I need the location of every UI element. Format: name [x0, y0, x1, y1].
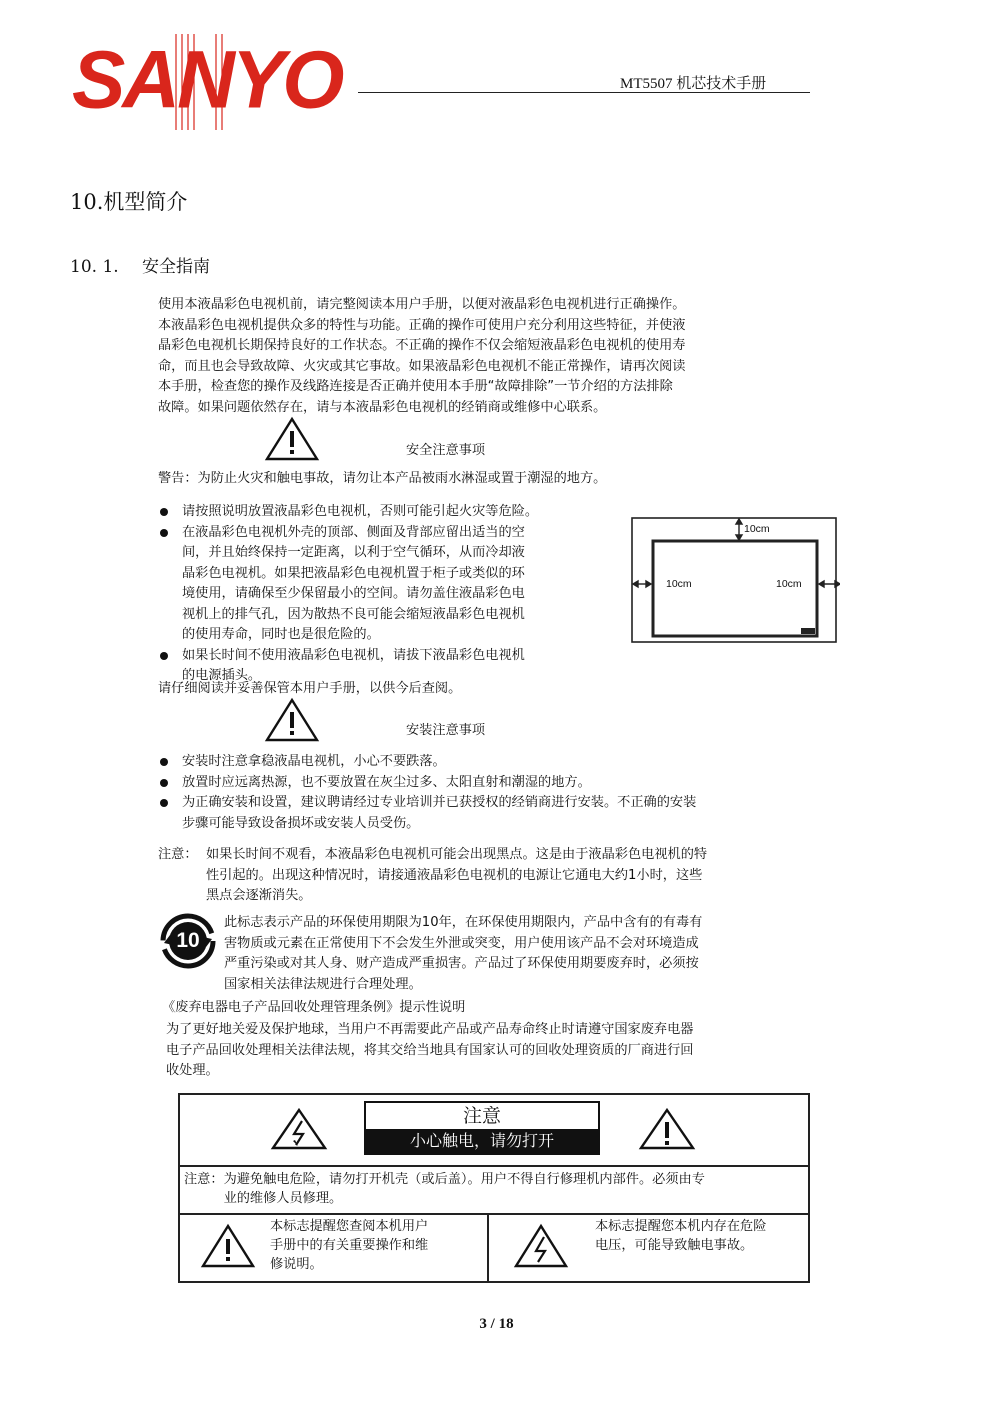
safety-warning: 警告：为防止火灾和触电事故，请勿让本产品被雨水淋湿或置于潮湿的地方。: [158, 471, 607, 486]
list-item: 在液晶彩色电视机外壳的顶部、侧面及背部应留出适当的空 间，并且始终保持一定距离，以利于空气循环，从而冷却液 晶彩色电视机。如果把液晶彩色电视机置于柜子或类似的环 境使用，请确保至少保留最小的空间。请勿盖住液晶彩色电 视机上的排气孔，因为散热不良可能会缩短液晶彩色电视机 的使用寿命，同时也是很危险的。: [158, 523, 618, 646]
intro-line: 故障。如果问题依然存在，请与本液晶彩色电视机的经销商或维修中心联系。: [158, 399, 607, 415]
safety-bullet-list: [158, 502, 618, 687]
voltage-symbol-text: 本标志提醒您本机内存在危险 电压，可能导致触电事故。: [595, 1219, 767, 1253]
note-label: 注意：: [158, 847, 198, 862]
sanyo-logo: SANYO: [72, 34, 342, 125]
caution-note-cell: 注意： 为避免触电危险，请勿打开机壳（或后盖）。用户不得自行修理机内部件。必须由专 业的维修人员修理。: [179, 1166, 809, 1214]
caution-label-box: [178, 1093, 810, 1283]
right-clearance-label: 10cm: [776, 578, 802, 590]
section-title: 机型简介: [103, 190, 188, 214]
intro-line: 使用本液晶彩色电视机前，请完整阅读本用户手册，以便对液晶彩色电视机进行正确操作。: [158, 297, 686, 312]
install-heading: 安装注意事项: [406, 723, 486, 738]
keep-manual-note: 请仔细阅读并妥善保管本用户手册，以供今后查阅。: [158, 681, 462, 696]
list-item: 为正确安装和设置，建议聘请经过专业培训并已获授权的经销商进行安装。不正确的安装 步骤可能导致设备损坏或安装人员受伤。: [158, 793, 830, 834]
subsection-number: 10. 1.: [70, 257, 119, 277]
section-number: 10.: [70, 190, 104, 214]
manual-symbol-text: 本标志提醒您查阅本机用户 手册中的有关重要操作和维 修说明。: [270, 1219, 429, 1272]
list-item: 放置时应远离热源，也不要放置在灰尘过多、太阳直射和潮湿的地方。: [158, 773, 830, 794]
list-item: 请按照说明放置液晶彩色电视机，否则可能引起火灾等危险。: [158, 502, 618, 523]
caution-note-label: 注意：: [184, 1172, 224, 1187]
list-item: 安装时注意拿稳液晶电视机，小心不要跌落。: [158, 752, 830, 773]
clearance-diagram: [628, 516, 840, 646]
warning-triangle-icon: [264, 416, 320, 466]
subsection-title: 安全指南: [142, 257, 210, 277]
caution-subtitle: 小心触电，请勿打开: [366, 1129, 598, 1153]
subsection-heading: [70, 252, 210, 277]
black-spot-note: 注意： 如果长时间不观看，本液晶彩色电视机可能会出现黑点。这是由于液晶彩色电视机的特 性引起的。出现这种情况时，请接通液晶彩色电视机的电源让它通电大约1小时，这些 黑点会逐渐消失。: [158, 847, 708, 903]
caution-banner: [179, 1094, 809, 1166]
caution-title: 注意: [462, 1105, 501, 1127]
shock-triangle-icon: [513, 1223, 569, 1275]
warning-triangle-icon: [200, 1223, 256, 1275]
header-rule: [358, 92, 810, 93]
left-clearance-label: 10cm: [666, 578, 692, 590]
intro-line: 本液晶彩色电视机提供众多的特性与功能。正确的操作可使用户充分利用这些特征，并使液: [158, 317, 686, 333]
voltage-symbol-cell: [488, 1214, 809, 1282]
intro-line: 晶彩色电视机长期保持良好的工作状态。不正确的操作不仅会缩短液晶彩色电视机的使用寿: [158, 338, 686, 353]
shock-triangle-icon: [270, 1107, 328, 1157]
logo-stripes: [168, 34, 230, 130]
caution-title-box: [364, 1101, 600, 1155]
eco-badge-number: 10: [176, 929, 200, 952]
document-title: MT5507 机芯技术手册: [620, 76, 767, 92]
top-clearance-label: 10cm: [744, 523, 770, 535]
eco-description: 此标志表示产品的环保使用期限为10年，在环保使用期限内，产品中含有的有毒有 害物质或元素在正常使用下不会发生外泄或突变，用户使用该产品不会对环境造成 严重污染或对其人身、财产造成严重损害。产品过了环保使用期要废弃时，必须按 国家相关法律法规进行合理处理。: [224, 915, 703, 992]
manual-symbol-cell: [179, 1214, 488, 1282]
page-number: 3 / 18: [479, 1316, 514, 1332]
section-heading: [70, 186, 187, 216]
warning-triangle-icon: [638, 1107, 696, 1157]
warning-triangle-icon: [264, 697, 320, 747]
eco-10-year-icon: [160, 913, 216, 969]
intro-line: 命，而且也会导致故障、火灾或其它事故。如果液晶彩色电视机不能正常操作，请再次阅读: [158, 358, 686, 374]
recycle-title: 《废弃电器电子产品回收处理管理条例》提示性说明: [162, 1000, 466, 1015]
list-item: 如果长时间不使用液晶彩色电视机，请拔下液晶彩色电视机 的电源插头。: [158, 646, 618, 687]
intro-line: 本手册，检查您的操作及线路连接是否正确并使用本手册“故障排除”一节介绍的方法排除: [158, 379, 673, 394]
install-bullet-list: [158, 752, 830, 834]
safety-heading: 安全注意事项: [406, 443, 486, 458]
recycle-paragraph: 为了更好地关爱及保护地球，当用户不再需要此产品或产品寿命终止时请遵守国家废弃电器 电子产品回收处理相关法律法规，将其交给当地具有国家认可的回收处理资质的厂商进行回 收处理。: [166, 1022, 694, 1078]
intro-paragraph: [158, 295, 828, 418]
